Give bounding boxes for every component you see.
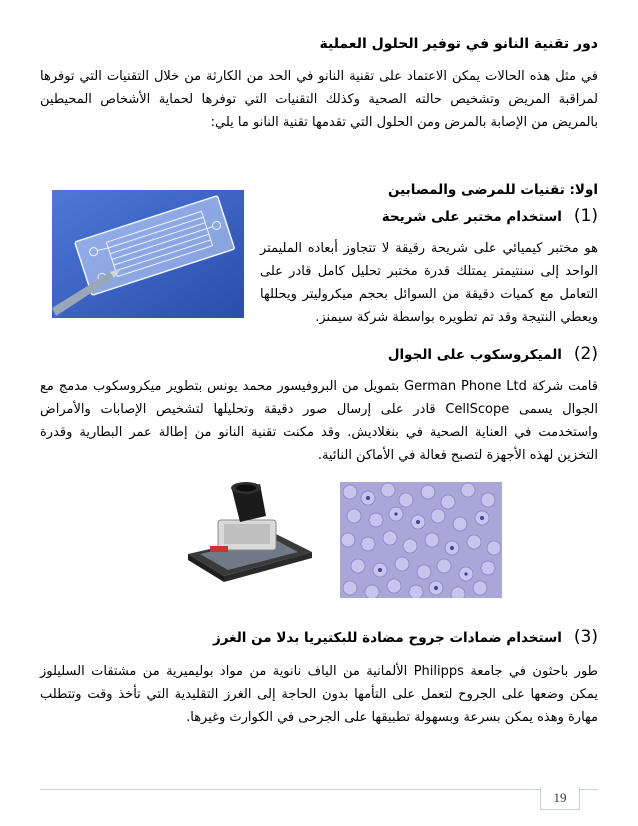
phone-microscope-image [180, 482, 316, 586]
page-number: 19 [540, 787, 580, 810]
intro-paragraph: في مثل هذه الحالات يمكن الاعتماد على تقنية النانو في الحد من الكارثة من خلال التقنيات التي توفرها لمراقبة المريض وتشخيص حالته الصحية وكذلك التقنيات التي توفرها لحماية الأشخاص المحيطين بالمريض من الإصابة بالمرض ومن الحلول التي تقدمها تقنية النانو ما يلي: [40, 69, 598, 130]
section-heading: اولا: تقنيات للمرضى والمصابين [388, 182, 598, 198]
blood-smear-image [340, 482, 502, 598]
page-title: دور تقنية النانو في توفير الحلول العملية [319, 36, 598, 52]
item-2-number: (2) [573, 344, 598, 364]
item-3-title: استخدام ضمادات جروح مضادة للبكتيريا بدلا من الغرز [212, 630, 562, 646]
item-2-heading [38, 344, 598, 364]
item-3-heading [38, 627, 598, 647]
item-1-body: هو مختبر كيميائي على شريحة رقيقة لا تتجاوز أبعاده المليمتر الواحد إلى سنتيمتر يمتلك قدرة مختبر تحليل كامل قادر على التعامل مع كميات دقيقة من السوائل بحجم ميكروليتر ويحللها ويعطي النتيجة وقد تم تطويره بواسطة شركة سيمنز. [260, 241, 598, 325]
item-2-body: قامت شركة German Phone Ltd بتمويل من البروفيسور محمد يونس بتطوير ميكروسكوب مدمج مع الجوال يسمى CellScope قادر على إرسال صور دقيقة وتحليلها لتشخيص الإصابات والأمراض واستخدمت في العناية الصحية في بنغلاديش. وقد مكنت تقنية النانو من إطالة عمر البطارية وقدرة التخزين لهذه الأجهزة لتصبح فعالة في الأماكن النائية. [40, 379, 598, 463]
item-3-number: (3) [573, 627, 598, 647]
item-1-number: (1) [573, 206, 598, 226]
item-3-body: طور باحثون في جامعة Philipps الألمانية من الياف نانوية من مواد بوليميرية من مشتقات السليلوز يمكن وضعها على الجروح لتعمل على التأمها بدون الحاجة إلى الغرز التقليدية التي تأخذ وقت وتتطلب مهارة وهذه يمكن بسرعة وبسهولة تطبيقها على الجرحى في الكوارث وغيرها. [40, 664, 599, 725]
footer-divider [40, 789, 598, 790]
item-2-title: الميكروسكوب على الجوال [387, 347, 562, 363]
item-1-title: استخدام مختبر على شريحة [381, 209, 562, 225]
lab-on-chip-image [52, 190, 244, 318]
